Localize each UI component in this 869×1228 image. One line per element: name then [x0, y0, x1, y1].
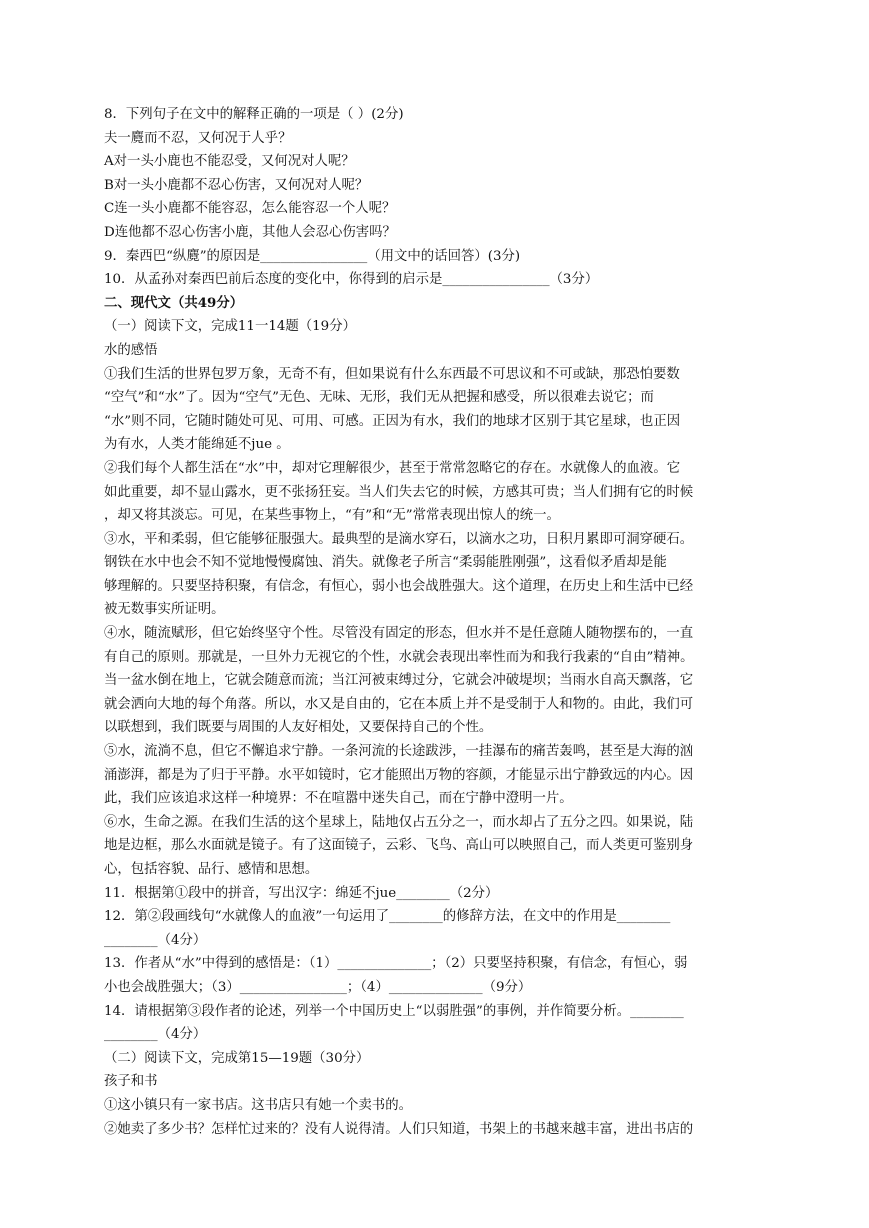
- question-10: 10．从孟孙对秦西巴前后态度的变化中，你得到的启示是________________（3分）: [104, 272, 599, 288]
- paragraph-text: ②她卖了多少书？怎样忙过来的？没有人说得清。人们只知道，书架上的书越来越丰富，进出书店的: [104, 1121, 694, 1137]
- question-13-cont: 小也会战胜强大；（3）________________；（4）______________（9分）: [104, 979, 532, 995]
- paragraph-text: 就会洒向大地的每个角落。所以，水又是自由的，它在本质上并不是受制于人和物的。由此，我们可: [104, 696, 694, 712]
- option-b: B对一头小鹿都不忍心伤害，又何况对人呢？: [104, 177, 369, 193]
- option-d: D连他都不忍心伤害小鹿，其他人会忍心伤害吗？: [104, 224, 396, 240]
- question-13: 13．作者从“水”中得到的感悟是：（1）______________；（2）只要坚持积聚，有信念，有恒心，弱: [104, 956, 688, 972]
- question-8: 8．下列句子在文中的解释正确的一项是（ ）(2分): [104, 107, 404, 122]
- paragraph-text: 心，包括容貌、品行、感情和思想。: [104, 862, 319, 877]
- paragraph-text: 以联想到，我们既要与周围的人友好相处，又要保持自己的个性。: [104, 720, 493, 736]
- paragraph-text: 涌澎湃，都是为了归于平静。水平如镜时，它才能照出万物的容颜，才能显示出宁静致远的内心。因: [104, 767, 694, 783]
- paragraph-text: ①这小镇只有一家书店。这书店只有她一个卖书的。: [104, 1097, 412, 1113]
- article-title-water: 水的感悟: [104, 342, 158, 358]
- paragraph-text: 钢铁在水中也会不知不觉地慢慢腐蚀、消失。就像老子所言“柔弱能胜刚强”，这看似矛盾却是能: [104, 555, 667, 571]
- paragraph-text: 如此重要，却不显山露水，更不张扬狂妄。当人们失去它的时候，方感其可贵；当人们拥有它的时候: [104, 484, 694, 500]
- question-12: 12．第②段画线句“水就像人的血液”一句运用了________的修辞方法，在文中的作用是________: [104, 909, 671, 925]
- paragraph-text: ②我们每个人都生活在“水”中，却对它理解很少，甚至于常常忽略它的存在。水就像人的血液。它: [104, 460, 681, 476]
- option-a: A对一头小鹿也不能忍受，又何况对人呢？: [104, 154, 355, 170]
- paragraph-text: 有自己的原则。那就是，一旦外力无视它的个性，水就会表现出率性而为和我行我素的“自由”精神。: [104, 649, 694, 665]
- paragraph-text: “水”则不同，它随时随处可见、可用、可感。正因为有水，我们的地球才区别于其它星球，也正因: [104, 413, 681, 429]
- paragraph-text: ⑥水，生命之源。在我们生活的这个星球上，陆地仅占五分之一，而水却占了五分之四。如果说，陆: [104, 814, 694, 830]
- question-12-cont: ________（4分）: [104, 932, 207, 948]
- part-2-instruction: （二）阅读下文，完成第15—19题（30分）: [104, 1050, 370, 1066]
- question-9: 9．秦西巴“纵麑”的原因是________________（用文中的话回答）(3分): [104, 248, 521, 264]
- paragraph-text: ⑤水，流淌不息，但它不懈追求宁静。一条河流的长途跋涉，一挂瀑布的痛苦轰鸣，甚至是大海的汹: [104, 744, 694, 760]
- section-heading-modern: 二、现代文（共49分）: [104, 294, 244, 311]
- paragraph-text: 此，我们应该追求这样一种境界：不在喧嚣中迷失自己，而在宁静中澄明一片。: [104, 791, 573, 807]
- paragraph-text: ④水，随流赋形，但它始终坚守个性。尽管没有固定的形态，但水并不是任意随人随物摆布的，一直: [104, 626, 694, 642]
- question-14: 14．请根据第③段作者的论述，列举一个中国历史上“以弱胜强”的事例，并作简要分析。________: [104, 1003, 684, 1019]
- question-8-quote: 夫一麑而不忍，又何况于人乎？: [104, 130, 292, 146]
- option-c: C连一头小鹿都不能容忍，怎么能容忍一个人呢？: [104, 201, 396, 217]
- paragraph-text: 当一盆水倒在地上，它就会随意而流；当江河被束缚过分，它就会冲破堤坝；当雨水自高天飘落，它: [104, 673, 694, 689]
- paragraph-text: 被无数事实所证明。: [104, 602, 225, 618]
- paragraph-text: “空气”和“水”了。因为“空气”无色、无味、无形，我们无从把握和感受，所以很难去说它；而: [104, 390, 654, 406]
- article-title-children-books: 孩子和书: [104, 1074, 158, 1090]
- question-11: 11．根据第①段中的拼音，写出汉字：绵延不jue________（2分）: [104, 885, 499, 901]
- paragraph-text: 为有水，人类才能绵延不jue 。: [104, 437, 290, 453]
- part-1-instruction: （一）阅读下文，完成11一14题（19分）: [104, 319, 356, 335]
- paragraph-text: ，却又将其淡忘。可见，在某些事物上，“有”和“无”常常表现出惊人的统一。: [104, 508, 560, 524]
- question-14-cont: ________（4分）: [104, 1027, 207, 1043]
- paragraph-text: ③水，平和柔弱，但它能够征服强大。最典型的是滴水穿石，以滴水之功，日积月累即可洞穿硬石。: [104, 531, 694, 547]
- paragraph-text: ①我们生活的世界包罗万象，无奇不有，但如果说有什么东西最不可思议和不可或缺，那恐怕要数: [104, 366, 680, 382]
- paragraph-text: 够理解的。只要坚持积聚，有信念，有恒心，弱小也会战胜强大。这个道理，在历史上和生活中已经: [104, 578, 694, 594]
- paragraph-text: 地是边框，那么水面就是镜子。有了这面镜子，云彩、飞鸟、高山可以映照自己，而人类更可鉴别身: [104, 838, 694, 854]
- document-page: [104, 103, 768, 1141]
